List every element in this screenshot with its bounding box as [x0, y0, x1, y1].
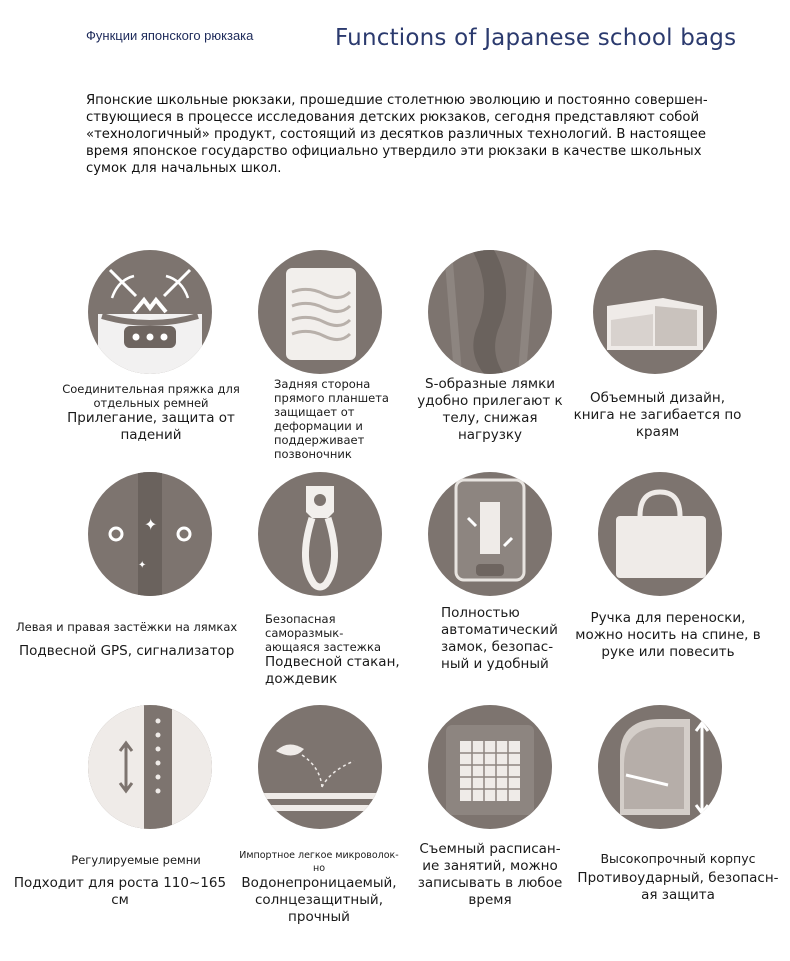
page-title-en: Functions of Japanese school bags — [335, 25, 737, 51]
caption-small: Соединительная пряжка для — [62, 382, 240, 396]
caption-main: дождевик — [265, 671, 338, 687]
caption-small: Регулируемые ремни — [71, 853, 201, 867]
caption-main: замок, безопас- — [441, 639, 554, 655]
feature-caption-11 — [410, 841, 570, 909]
caption-small: Безопасная саморазмык- — [265, 612, 344, 640]
caption-small: Левая и правая застёжки на лямках — [16, 620, 238, 634]
feature-caption-2 — [274, 377, 394, 461]
svg-text:✦: ✦ — [144, 515, 158, 534]
intro-line: ствующиеся в процессе исследования детских рюкзаков, сегодня представляют собой — [86, 110, 700, 125]
caption-main: время — [468, 892, 512, 908]
feature-caption-5 — [16, 620, 256, 660]
intro-line: «технологичный» продукт, состоящий из десятков различных технологий. В настоящее — [86, 127, 706, 142]
caption-main: Прилегание, защита от — [67, 410, 235, 426]
feature-caption-9 — [46, 853, 226, 867]
feature-caption-6 — [265, 612, 415, 688]
caption-small: прямого планшета — [274, 391, 389, 405]
caption-main: ие занятий, можно — [422, 858, 558, 874]
caption-main: телу, снижая — [442, 410, 538, 426]
caption-main: удобно прилегают к — [417, 393, 563, 409]
feature-caption-3 — [405, 376, 575, 444]
caption-main: Подвесной GPS, сигнализатор — [19, 643, 235, 659]
caption-main: Подвесной стакан, — [265, 654, 400, 670]
caption-main: Ручка для переноски, — [590, 610, 746, 626]
caption-small: отдельных ремней — [93, 396, 209, 410]
caption-small: защищает от — [274, 405, 355, 419]
feature-caption-4 — [570, 390, 745, 441]
svg-text:✦: ✦ — [138, 560, 147, 571]
volume-design-icon — [593, 250, 717, 374]
intro-line: время японское государство официально утвердило эти рюкзаки в качестве школьных — [86, 144, 702, 159]
caption-main: Съемный расписан- — [419, 841, 561, 857]
caption-main: падений — [120, 427, 182, 443]
caption-main: можно носить на спине, в — [575, 627, 761, 643]
adjustable-strap-icon — [88, 705, 212, 829]
caption-main: нагрузку — [457, 427, 523, 443]
waterproof-fabric-icon — [258, 705, 382, 829]
caption-main: книга не загибается по — [573, 407, 742, 423]
caption-main: краям — [635, 424, 680, 440]
caption-main: записывать в любое — [417, 875, 563, 891]
back-panel-icon — [258, 250, 382, 374]
caption-main: солнцезащитный, прочный — [255, 892, 383, 925]
caption-small: ающаяся застежка — [265, 640, 382, 654]
caption-main: руке или повесить — [601, 644, 735, 660]
caption-main: Водонепроницаемый, — [241, 875, 397, 891]
intro-line: сумок для начальных школ. — [86, 161, 282, 176]
s-strap-icon — [428, 250, 552, 374]
intro-paragraph — [86, 92, 726, 177]
page-title-ru: Функции японского рюкзака — [86, 28, 254, 43]
feature-caption-8 — [568, 610, 768, 661]
caption-main: S-образные лямки — [425, 376, 555, 392]
intro-line: Японские школьные рюкзаки, прошедшие столетнюю эволюцию и постоянно совершен- — [86, 93, 708, 108]
caption-small: но — [312, 863, 326, 874]
schedule-card-icon — [428, 705, 552, 829]
caption-main: автоматический — [441, 622, 558, 638]
feature-caption-1 — [46, 382, 256, 444]
caption-main: Противоударный, безопасн- — [577, 870, 779, 886]
caption-small: поддерживает — [274, 433, 365, 447]
feature-caption-10 — [229, 849, 409, 926]
feature-caption-7 — [441, 605, 581, 673]
caption-small: деформации и — [274, 419, 363, 433]
caption-small: Высокопрочный корпус — [600, 851, 756, 866]
feature-caption-9-main — [5, 875, 235, 909]
caption-main: ая защита — [641, 887, 715, 903]
safety-hook-icon — [258, 472, 382, 596]
buckle-icon — [88, 250, 212, 374]
gps-clasp-icon — [88, 472, 212, 596]
caption-small: Задняя сторона — [274, 377, 371, 391]
caption-main: Подходит для роста 110~165 — [13, 875, 227, 891]
sturdy-body-icon — [598, 705, 722, 829]
caption-main: см — [111, 892, 129, 908]
caption-small: Импортное легкое микроволок- — [239, 850, 399, 861]
feature-caption-12 — [573, 852, 783, 904]
caption-main: ный и удобный — [441, 656, 549, 672]
carry-handle-icon — [598, 472, 722, 596]
caption-main: Объемный дизайн, — [590, 390, 725, 406]
auto-lock-icon — [428, 472, 552, 596]
caption-main: Полностью — [441, 605, 520, 621]
caption-small: позвоночник — [274, 447, 352, 461]
